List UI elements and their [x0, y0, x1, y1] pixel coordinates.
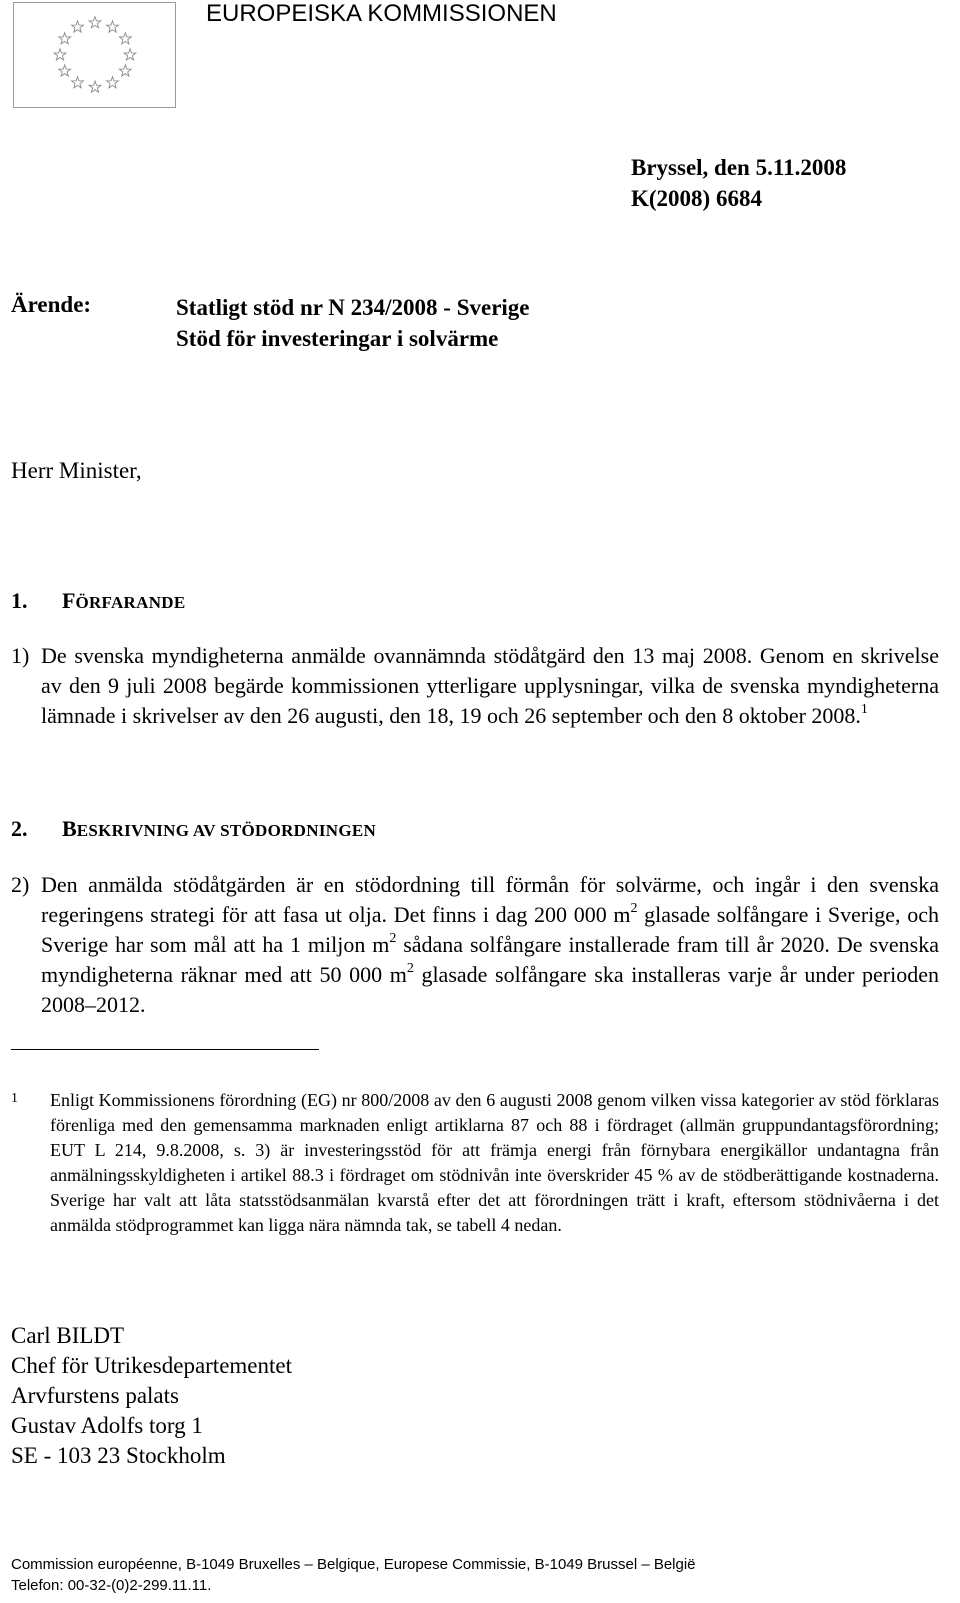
star-icon: [89, 17, 101, 28]
footer-address: Commission européenne, B-1049 Bruxelles – Belgique, Europese Commissie, B-1049 Brussel – België: [11, 1556, 696, 1573]
eu-flag-logo: [13, 2, 176, 108]
section-title-initial: B: [62, 816, 77, 841]
paragraph-text-part: glasade solfångare ska installeras varje år under perioden 2008–2012.: [41, 962, 939, 1017]
star-icon: [72, 21, 84, 32]
address-line: SE - 103 23 Stockholm: [11, 1443, 226, 1468]
address-line: Carl BILDT: [11, 1323, 125, 1348]
star-icon: [72, 77, 84, 88]
address-line: Gustav Adolfs torg 1: [11, 1413, 203, 1438]
paragraph-text: [41, 870, 939, 1020]
section-heading-1: [11, 588, 186, 614]
star-icon: [59, 33, 71, 44]
superscript: 2: [406, 960, 414, 976]
subject-line-1: Statligt stöd nr N 234/2008 - Sverige: [176, 295, 530, 320]
eu-stars-icon: [14, 3, 175, 107]
paragraph-body: De svenska myndigheterna anmälde ovannämnda stödåtgärd den 13 maj 2008. Genom en skrivelse av den 9 juli 2008 begärde kommissionen ytterligare upplysningar, vilka de svenska myndigheterna lämnade i skrivelser av den 26 augusti, den 18, 19 och 26 september och den 8 oktober 2008.: [41, 643, 939, 728]
footnote-text: Enligt Kommissionens förordning (EG) nr 800/2008 av den 6 augusti 2008 genom vilken vissa kategorier av stöd förklaras förenliga med den gemensamma marknaden enligt artiklarna 87 och 88 i fördraget (allmän gruppundantagsförordning; EUT L 214, 9.8.2008, s. 3) är investeringsstöd för att främja energi från förnybara energikällor undantagna från anmälningsskyldigheten i artikel 88.3 i fördraget om stödnivån inte överskrider 45 % av de stödberättigande kostnaderna. Sverige har valt att låta statsstödsanmälan kvarstå efter det att förordningen trätt i kraft, eftersom stödnivåerna i det anmälda stödprogrammet kan ligga nära nämnda tak, se tabell 4 nedan.: [50, 1090, 939, 1235]
subject-lines: [176, 292, 530, 354]
footnote-separator: [11, 1049, 319, 1050]
salutation: Herr Minister,: [11, 458, 142, 483]
star-icon: [59, 65, 71, 76]
paragraph-number: 1): [11, 643, 30, 668]
address-line: Arvfurstens palats: [11, 1383, 179, 1408]
footnote-ref[interactable]: 1: [860, 701, 868, 717]
paragraph-2: [11, 870, 939, 1020]
section-title-rest: ÖRFARANDE: [75, 593, 186, 612]
star-icon: [54, 49, 66, 60]
subject-line-2: Stöd för investeringar i solvärme: [176, 326, 499, 351]
paragraph-number: 2): [11, 872, 30, 897]
star-icon: [107, 21, 119, 32]
footer-phone: Telefon: 00-32-(0)2-299.11.11.: [11, 1577, 212, 1594]
section-title-rest: ESKRIVNING AV STÖDORDNINGEN: [76, 821, 377, 840]
superscript: 2: [630, 900, 638, 916]
paragraph-text-part: glasade solfångare i Sverige, och Sverige har som mål att ha 1 miljon m: [41, 902, 939, 957]
subject-label: Ärende:: [11, 292, 92, 317]
section-number: 1.: [11, 588, 28, 613]
section-number: 2.: [11, 816, 28, 841]
star-icon: [119, 65, 131, 76]
footnote-number: 1: [11, 1091, 18, 1106]
place-date: Bryssel, den 5.11.2008: [631, 155, 847, 180]
section-heading-2: [11, 816, 376, 842]
paragraph-text: [41, 641, 939, 731]
address-line: Chef för Utrikesdepartementet: [11, 1353, 292, 1378]
section-title-initial: F: [62, 588, 76, 613]
organization-name: EUROPEISKA KOMMISSIONEN: [206, 0, 557, 27]
star-icon: [119, 33, 131, 44]
star-icon: [124, 49, 136, 60]
page-footer: [11, 1554, 696, 1596]
superscript: 2: [389, 930, 397, 946]
paragraph-text-part: Den anmälda stödåtgärden är en stödordning till förmån för solvärme, och ingår i den svenska regeringens strategi för att fasa ut olja. Det finns i dag 200 000 m: [41, 872, 939, 927]
dateline: [631, 152, 846, 214]
paragraph-text-part: sådana solfångare installerade fram till år 2020. De svenska myndigheterna räknar med att 50 000 m: [41, 932, 939, 987]
reference-number: K(2008) 6684: [631, 186, 762, 211]
star-icon: [107, 77, 119, 88]
paragraph-1: [11, 641, 939, 731]
recipient-address: [11, 1321, 292, 1471]
star-icon: [89, 81, 101, 92]
footnote-1: [11, 1088, 939, 1238]
